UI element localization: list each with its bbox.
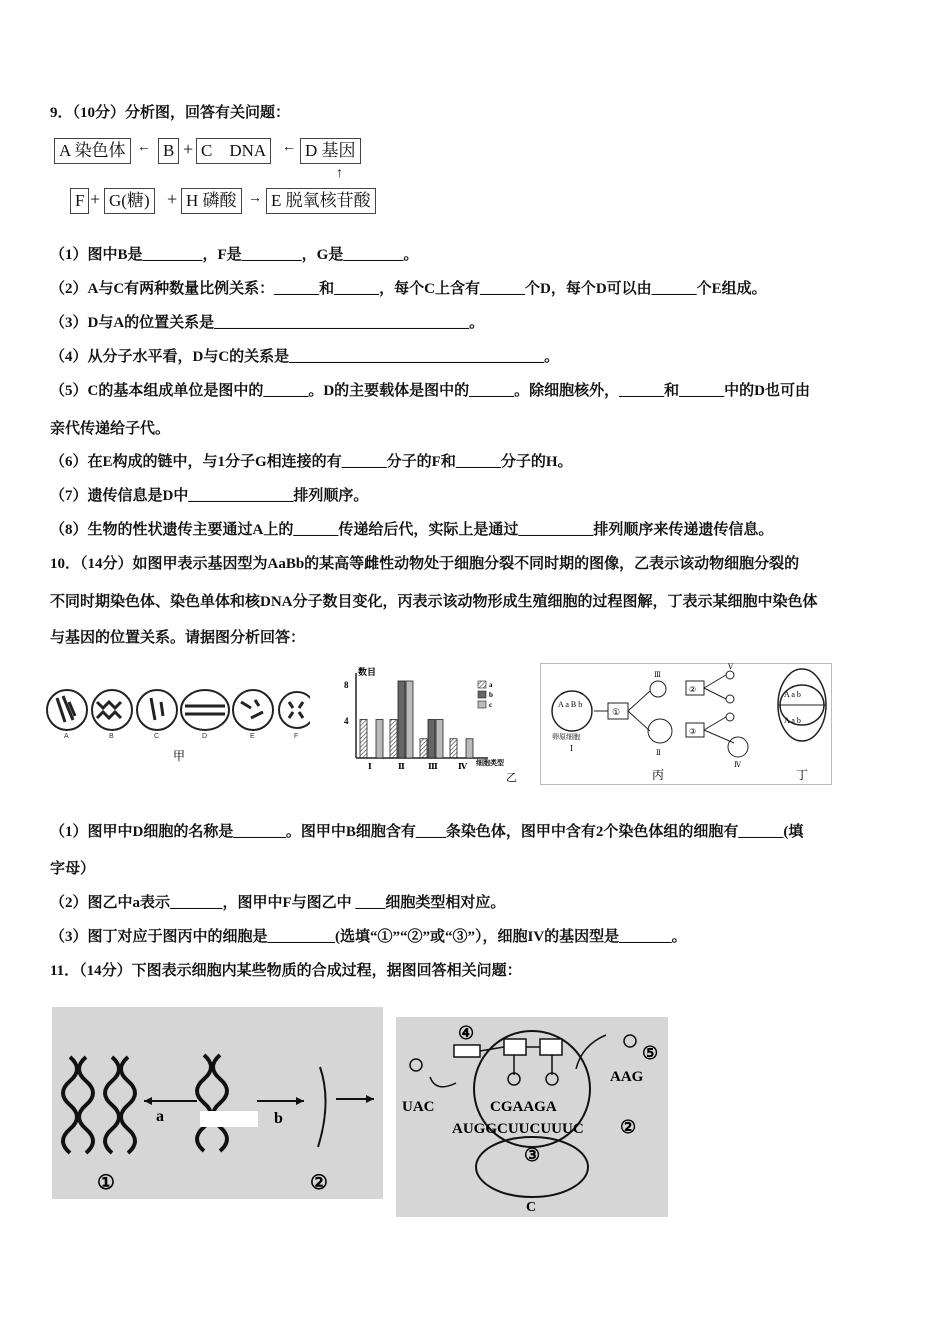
- oogonium-cell: [552, 691, 592, 731]
- label-III: Ⅲ: [654, 671, 661, 679]
- q10-header-3: 与基因的位置关系。请据图分析回答：: [50, 630, 306, 646]
- box-c-dna: C DNA: [196, 138, 271, 164]
- q9-line-6: （6）在E构成的链中，与1分子G相连接的有______分子的F和______分子的H。: [50, 454, 573, 470]
- figure-yi-chart: [338, 663, 520, 785]
- ytick-8: 8: [344, 680, 349, 690]
- box-h-phosphate: H 磷酸: [181, 188, 242, 214]
- q9-line-8: （8）生物的性状遗传主要通过A上的______传递给后代，实际上是通过__________排列顺序来传递遗传信息。: [50, 522, 774, 538]
- caption-ding: 丁: [796, 768, 809, 782]
- trna-uac: UAC: [402, 1099, 435, 1115]
- oogonium-label: 卵原细胞: [552, 733, 580, 741]
- cell-f-circle: [279, 692, 310, 728]
- q9-line-4: （4）从分子水平看，D与C的关系是__________________________________。: [50, 349, 560, 365]
- q9-diagram: A 染色体 ← B + C DNA ← D 基因 ↑ F + G(糖) + H 磷酸 → E 脱氧核苷酸: [50, 132, 400, 220]
- label-I: Ⅰ: [570, 744, 574, 753]
- arrow-b-label: b: [274, 1110, 283, 1127]
- caption-jia: 甲: [173, 749, 186, 763]
- label-V: Ⅴ: [728, 663, 734, 671]
- cell-b-circle: [92, 690, 132, 730]
- q10-header-1: 10．（14分）如图甲表示基因型为AaBb的某高等雌性动物处于细胞分裂不同时期的图像，乙表示该动物细胞分裂的: [50, 556, 800, 572]
- bar-c-1: [376, 720, 383, 759]
- label-c: C: [526, 1200, 537, 1215]
- cell-label-d: D: [202, 733, 208, 740]
- legend-swatch-a: [478, 681, 486, 688]
- cell-label-e: E: [250, 733, 255, 740]
- trna-aag: AAG: [610, 1069, 644, 1085]
- q11-header: 11．（14分）下图表示细胞内某些物质的合成过程，据图回答相关问题：: [50, 963, 522, 979]
- bar-a-1: [360, 720, 367, 759]
- ytick-4: 4: [344, 716, 349, 726]
- cell-a-circle: [47, 690, 87, 730]
- legend-label-b: b: [489, 691, 493, 699]
- stage-1: ①: [612, 707, 621, 717]
- anticodons: CGAAGA: [490, 1099, 557, 1115]
- mrna-sequence: AUGGCUUCUUUC: [452, 1121, 584, 1137]
- box-a-chromosome: A 染色体: [54, 138, 131, 164]
- bar-b-3: [428, 720, 435, 759]
- xtick-2: Ⅱ: [398, 762, 405, 771]
- q9-line-1: （1）图中B是________，F是________，G是________。: [50, 247, 419, 263]
- cell-label-a: A: [64, 733, 69, 740]
- arrow-a-label: a: [156, 1108, 164, 1125]
- label-II: Ⅱ: [656, 749, 661, 757]
- q10-line-1: （1）图甲中D细胞的名称是_______。图甲中B细胞含有____条染色体，图甲中含有2个染色体组的细胞有______(填: [50, 824, 804, 840]
- label-num-5: ⑤: [642, 1043, 659, 1063]
- ding-genes-bottom: A a b: [784, 716, 801, 725]
- figure-bing-ding: [540, 663, 832, 785]
- cell-c-circle: [137, 690, 177, 730]
- xtick-1: Ⅰ: [368, 762, 372, 771]
- caption-yi: 乙: [506, 772, 517, 784]
- label-num-1: ①: [97, 1172, 115, 1194]
- cell-e-circle: [233, 690, 273, 730]
- figure-dna-replication: [52, 1007, 383, 1199]
- chart-ylabel: 数目: [358, 667, 377, 677]
- q10-line-3: （3）图丁对应于图丙中的细胞是_________(选填“①”“②”或“③”），细胞IV的基因型是_______。: [50, 929, 687, 945]
- legend-swatch-b: [478, 691, 486, 698]
- bar-a-2: [390, 720, 397, 759]
- q9-line-3: （3）D与A的位置关系是__________________________________。: [50, 315, 485, 331]
- legend-label-a: a: [489, 681, 493, 689]
- box-e-deoxynucleotide: E 脱氧核苷酸: [266, 188, 376, 214]
- bar-a-3: [420, 739, 427, 758]
- label-num-4: ④: [458, 1023, 475, 1043]
- q9-header: 9．（10分）分析图，回答有关问题：: [50, 105, 291, 121]
- caption-bing: 丙: [652, 768, 665, 782]
- xtick-3: Ⅲ: [428, 762, 438, 771]
- ding-genes-top: A a b: [784, 690, 801, 699]
- box-d-gene: D 基因: [300, 138, 361, 164]
- box-g-sugar: G(糖): [104, 188, 155, 214]
- q10-header-2: 不同时期染色体、染色单体和核DNA分子数目变化，丙表示该动物形成生殖细胞的过程图解，丁表示某细胞中染色体: [50, 594, 818, 610]
- bar-c-4: [466, 739, 473, 758]
- label-IV: Ⅳ: [734, 761, 741, 769]
- q10-line-1b: 字母）: [50, 861, 96, 877]
- oogonium-genes: A a B b: [558, 700, 583, 709]
- q9-line-5b: 亲代传递给子代。: [50, 421, 171, 437]
- cell-label-c: C: [154, 733, 160, 740]
- label-num-2: ②: [310, 1172, 328, 1194]
- box-b: B: [158, 138, 179, 164]
- legend-label-c: c: [489, 701, 493, 709]
- bar-b-2: [398, 681, 405, 758]
- cell-label-b: B: [109, 733, 114, 740]
- cell-d-circle: [181, 690, 229, 730]
- figure-translation: [396, 1017, 668, 1217]
- q10-line-2: （2）图乙中a表示_______，图甲中F与图乙中 ____细胞类型相对应。: [50, 895, 506, 911]
- legend-swatch-c: [478, 701, 486, 708]
- figure-jia: [45, 680, 310, 770]
- bar-c-3: [436, 720, 443, 759]
- cell-label-f: F: [294, 733, 299, 740]
- q9-line-5: （5）C的基本组成单位是图中的______。D的主要载体是图中的______。除细胞核外，______和______中的D也可由: [50, 383, 811, 399]
- q9-line-2: （2）A与C有两种数量比例关系：______和______，每个C上含有______个D，每个D可以由______个E组成。: [50, 281, 767, 297]
- chart-xlabel: 细胞类型: [476, 759, 504, 767]
- stage-3: ③: [689, 727, 697, 736]
- bar-c-2: [406, 681, 413, 758]
- box-f: F: [70, 188, 89, 214]
- q9-line-7: （7）遗传信息是D中______________排列顺序。: [50, 488, 369, 504]
- label-num-2-right: ②: [620, 1117, 637, 1137]
- bar-a-4: [450, 739, 457, 758]
- plus-sign: +: [183, 139, 194, 159]
- stage-2: ②: [689, 685, 697, 694]
- label-num-3: ③: [524, 1145, 541, 1165]
- xtick-4: Ⅳ: [458, 762, 468, 771]
